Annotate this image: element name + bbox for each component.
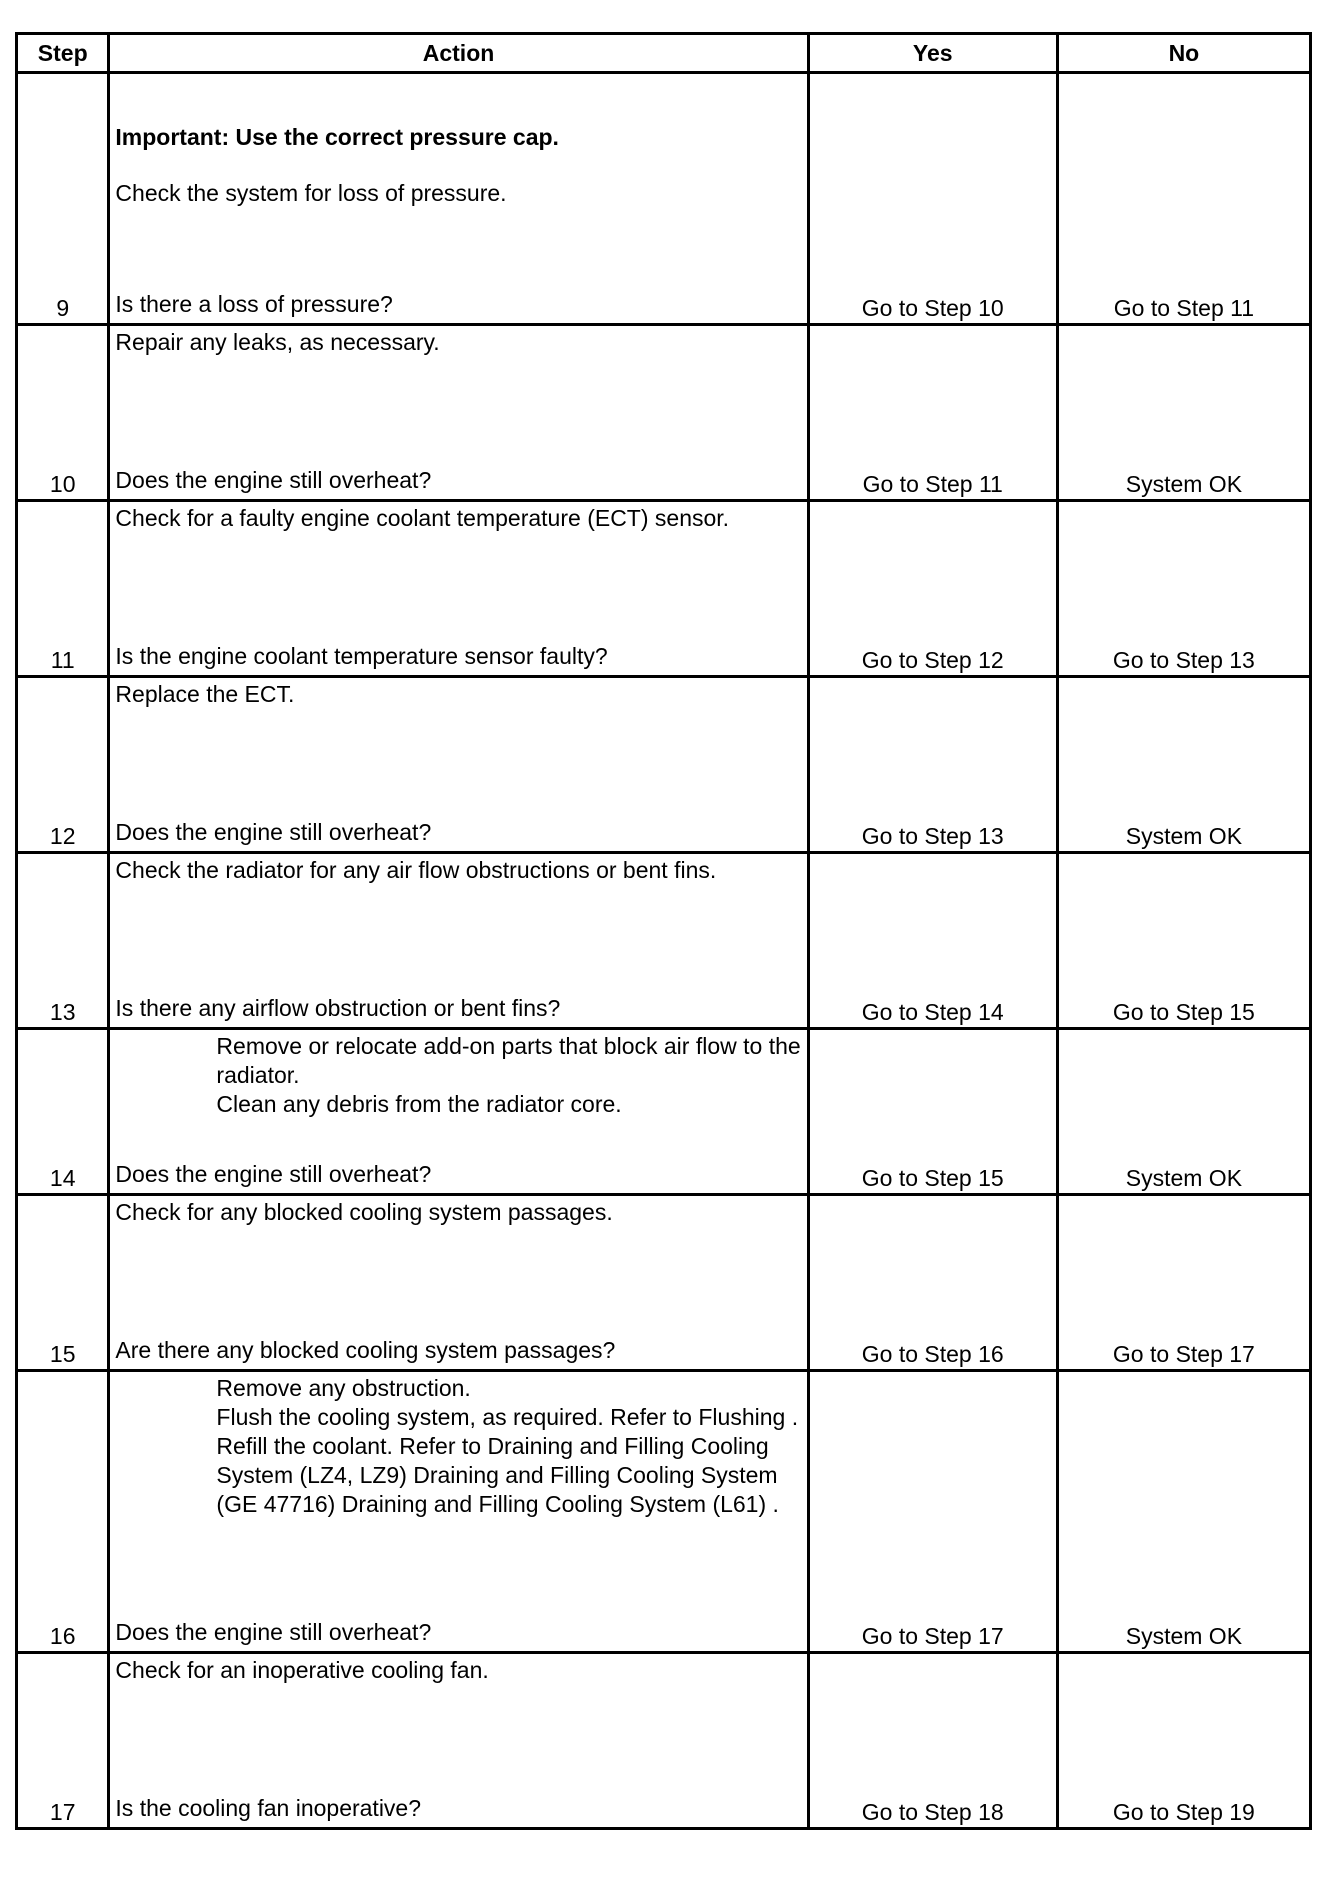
yes-outcome: Go to Step 18: [808, 1653, 1057, 1829]
yes-outcome: Go to Step 11: [808, 325, 1057, 501]
no-outcome: System OK: [1057, 1371, 1310, 1653]
table-row: [17, 853, 1311, 1029]
no-outcome: Go to Step 15: [1057, 853, 1310, 1029]
action-question: Does the engine still overheat?: [115, 1161, 432, 1187]
step-number: 15: [17, 1195, 109, 1371]
action-question: Are there any blocked cooling system passages?: [115, 1337, 616, 1363]
step-number: 16: [17, 1371, 109, 1653]
action-bullet: Clean any debris from the radiator core.: [216, 1091, 622, 1117]
action-line: Repair any leaks, as necessary.: [115, 329, 440, 355]
table-body: [17, 73, 1311, 1829]
yes-outcome: Go to Step 13: [808, 677, 1057, 853]
action-question: Does the engine still overheat?: [115, 819, 432, 845]
action-question: Does the engine still overheat?: [115, 467, 432, 493]
action-cell: [109, 1029, 808, 1195]
table-row: [17, 677, 1311, 853]
step-number: 17: [17, 1653, 109, 1829]
no-outcome: Go to Step 11: [1057, 73, 1310, 325]
step-number: 13: [17, 853, 109, 1029]
diagnostic-table: [15, 32, 1312, 1830]
header-yes: Yes: [808, 34, 1057, 73]
yes-outcome: Go to Step 15: [808, 1029, 1057, 1195]
no-outcome: Go to Step 19: [1057, 1653, 1310, 1829]
action-question: Is there any airflow obstruction or bent fins?: [115, 995, 561, 1021]
step-number: 14: [17, 1029, 109, 1195]
yes-outcome: Go to Step 14: [808, 853, 1057, 1029]
no-outcome: System OK: [1057, 1029, 1310, 1195]
yes-outcome: Go to Step 12: [808, 501, 1057, 677]
step-number: 10: [17, 325, 109, 501]
action-question: Does the engine still overheat?: [115, 1619, 432, 1645]
table-row: [17, 1371, 1311, 1653]
header-no: No: [1057, 34, 1310, 73]
header-step: Step: [17, 34, 109, 73]
action-cell: [109, 677, 808, 853]
yes-outcome: Go to Step 17: [808, 1371, 1057, 1653]
action-line: Check the radiator for any air flow obstructions or bent fins.: [115, 857, 717, 883]
table-row: [17, 73, 1311, 325]
no-outcome: Go to Step 17: [1057, 1195, 1310, 1371]
action-cell: [109, 1653, 808, 1829]
action-line: Check for any blocked cooling system passages.: [115, 1199, 613, 1225]
table-row: [17, 1653, 1311, 1829]
action-cell: [109, 73, 808, 325]
action-bullet: Flush the cooling system, as required. Refer to Flushing .: [216, 1404, 799, 1430]
action-line: Check for a faulty engine coolant temperature (ECT) sensor.: [115, 505, 730, 531]
header-action: Action: [109, 34, 808, 73]
action-question: Is the cooling fan inoperative?: [115, 1795, 422, 1821]
yes-outcome: Go to Step 16: [808, 1195, 1057, 1371]
important-note: Important: Use the correct pressure cap.: [115, 124, 559, 150]
table-row: [17, 1195, 1311, 1371]
action-line: Check the system for loss of pressure.: [115, 180, 507, 206]
step-number: 11: [17, 501, 109, 677]
table-row: [17, 1029, 1311, 1195]
action-cell: [109, 325, 808, 501]
action-question: Is the engine coolant temperature sensor faulty?: [115, 643, 608, 669]
no-outcome: System OK: [1057, 677, 1310, 853]
action-line: Check for an inoperative cooling fan.: [115, 1657, 489, 1683]
action-cell: [109, 1371, 808, 1653]
action-line: Replace the ECT.: [115, 681, 295, 707]
action-bullet: Remove any obstruction.: [216, 1375, 471, 1401]
action-question: Is there a loss of pressure?: [115, 291, 393, 317]
no-outcome: System OK: [1057, 325, 1310, 501]
step-number: 9: [17, 73, 109, 325]
action-cell: [109, 1195, 808, 1371]
action-cell: [109, 853, 808, 1029]
table-header: [17, 34, 1311, 73]
yes-outcome: Go to Step 10: [808, 73, 1057, 325]
action-bullet: Remove or relocate add-on parts that block air flow to the radiator.: [216, 1033, 801, 1088]
step-number: 12: [17, 677, 109, 853]
table-row: [17, 501, 1311, 677]
table-row: [17, 325, 1311, 501]
no-outcome: Go to Step 13: [1057, 501, 1310, 677]
action-bullet: Refill the coolant. Refer to Draining and Filling Cooling System (LZ4, LZ9) Draining and Filling Cooling System (GE 47716) Draining and Filling Cooling System (L61) .: [216, 1433, 779, 1517]
header-row: [17, 34, 1311, 73]
action-cell: [109, 501, 808, 677]
